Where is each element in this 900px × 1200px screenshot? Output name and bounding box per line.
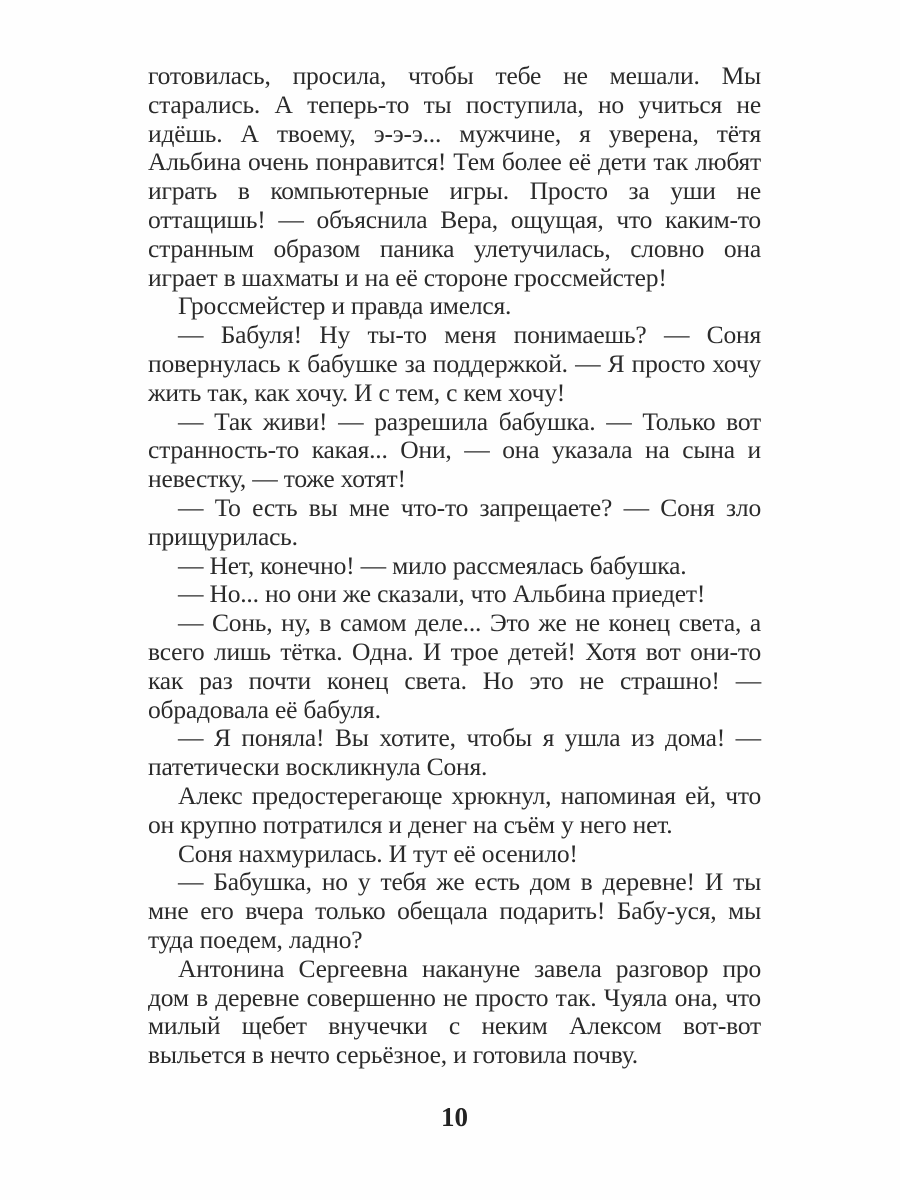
paragraph: Гроссмейстер и правда имелся. bbox=[178, 291, 512, 321]
paragraph: — Нет, конечно! — мило рассмеялась бабушка. bbox=[178, 550, 687, 580]
paragraph: — Бабуля! Ну ты-то меня понимаешь? — Соня повернулась к бабушке за поддержкой. — Я просто хочу жить так, как хочу. И с тем, с кем хочу! bbox=[148, 320, 761, 407]
paragraph: Соня нахмурилась. И тут её осенило! bbox=[178, 838, 578, 868]
paragraph: Антонина Сергеевна накануне завела разговор про дом в деревне совершенно не просто так. Чуяла она, что милый щебет внучечки с неким Алексом вот-вот выльется в нечто серьёзное, и готовила почву. bbox=[148, 953, 761, 1070]
page-text bbox=[148, 62, 761, 1070]
paragraph: Алекс предостерегающе хрюкнул, напоминая ей, что он крупно потратился и денег на съём у него нет. bbox=[148, 780, 761, 839]
paragraph: готовилась, просила, чтобы тебе не мешали. Мы старались. А теперь-то ты поступила, но учиться не идёшь. А твоему, э-э-э... мужчине, я уверена, тётя Альбина очень понравится! Тем более её дети так любят играть в компьютерные игры. Просто за уши не оттащишь! — объяснила Вера, ощущая, что каким-то странным образом паника улетучилась, словно она играет в шахматы и на её стороне гроссмейстер! bbox=[148, 61, 761, 292]
paragraph: — Сонь, ну, в самом деле... Это же не конец света, а всего лишь тётка. Одна. И трое детей! Хотя вот они-то как раз почти конец света. Но это не страшно! — обрадовала её бабуля. bbox=[148, 608, 761, 724]
paragraph: — То есть вы мне что-то запрещаете? — Соня зло прищурилась. bbox=[148, 492, 761, 551]
paragraph: — Так живи! — разрешила бабушка. — Только вот странность-то какая... Они, — она указала на сына и невестку, — тоже хотят! bbox=[148, 406, 761, 494]
paragraph: — Бабушка, но у тебя же есть дом в деревне! И ты мне его вчера только обещала подарить! Бабу-уся, мы туда поедем, ладно? bbox=[148, 867, 761, 954]
paragraph: — Я поняла! Вы хотите, чтобы я ушла из дома! — патетически воскликнула Соня. bbox=[148, 723, 761, 782]
page-number: 10 bbox=[441, 1102, 468, 1132]
paragraph: — Но... но они же сказали, что Альбина приедет! bbox=[178, 579, 706, 609]
